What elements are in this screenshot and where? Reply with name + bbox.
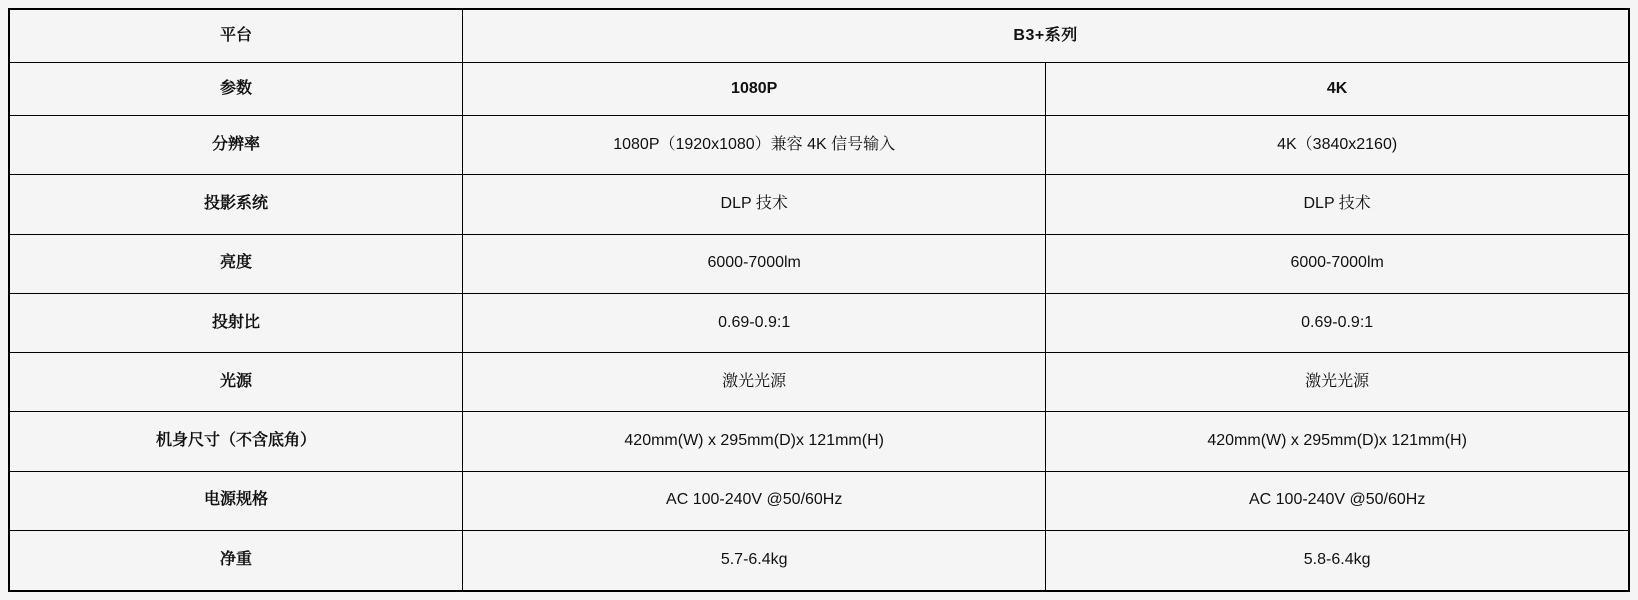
- table-row-power-spec: [9, 471, 1629, 530]
- spec-label: 光源: [9, 353, 463, 412]
- series-name-header: B3+系列: [463, 9, 1629, 63]
- spec-value-4k: 5.8-6.4kg: [1046, 530, 1629, 591]
- spec-value-4k: 0.69-0.9:1: [1046, 293, 1629, 352]
- spec-value-4k: 激光光源: [1046, 353, 1629, 412]
- spec-value-1080p: 激光光源: [463, 353, 1046, 412]
- spec-value-1080p: 6000-7000lm: [463, 234, 1046, 293]
- spec-value-1080p: 420mm(W) x 295mm(D)x 121mm(H): [463, 412, 1046, 471]
- spec-value-4k: 6000-7000lm: [1046, 234, 1629, 293]
- table-row-projection-system: [9, 175, 1629, 234]
- spec-label: 分辨率: [9, 116, 463, 175]
- spec-value-1080p: AC 100-240V @50/60Hz: [463, 471, 1046, 530]
- spec-label: 投射比: [9, 293, 463, 352]
- spec-label: 净重: [9, 530, 463, 591]
- spec-value-4k: 420mm(W) x 295mm(D)x 121mm(H): [1046, 412, 1629, 471]
- variant-header-4k: 4K: [1046, 63, 1629, 116]
- table-row-brightness: [9, 234, 1629, 293]
- spec-value-1080p: 0.69-0.9:1: [463, 293, 1046, 352]
- spec-value-4k: 4K（3840x2160): [1046, 116, 1629, 175]
- platform-label: 平台: [9, 9, 463, 63]
- spec-value-1080p: DLP 技术: [463, 175, 1046, 234]
- spec-label: 机身尺寸（不含底角）: [9, 412, 463, 471]
- variant-header-1080p: 1080P: [463, 63, 1046, 116]
- spec-value-1080p: 1080P（1920x1080）兼容 4K 信号输入: [463, 116, 1046, 175]
- table-row-net-weight: [9, 530, 1629, 591]
- spec-label: 投影系统: [9, 175, 463, 234]
- spec-label: 电源规格: [9, 471, 463, 530]
- spec-label: 亮度: [9, 234, 463, 293]
- table-row-light-source: [9, 353, 1629, 412]
- table-row-throw-ratio: [9, 293, 1629, 352]
- spec-value-4k: AC 100-240V @50/60Hz: [1046, 471, 1629, 530]
- platform-row: [9, 9, 1629, 63]
- params-row: [9, 63, 1629, 116]
- spec-value-4k: DLP 技术: [1046, 175, 1629, 234]
- spec-table: [8, 8, 1630, 592]
- table-row-resolution: [9, 116, 1629, 175]
- params-label: 参数: [9, 63, 463, 116]
- spec-value-1080p: 5.7-6.4kg: [463, 530, 1046, 591]
- table-row-dimensions: [9, 412, 1629, 471]
